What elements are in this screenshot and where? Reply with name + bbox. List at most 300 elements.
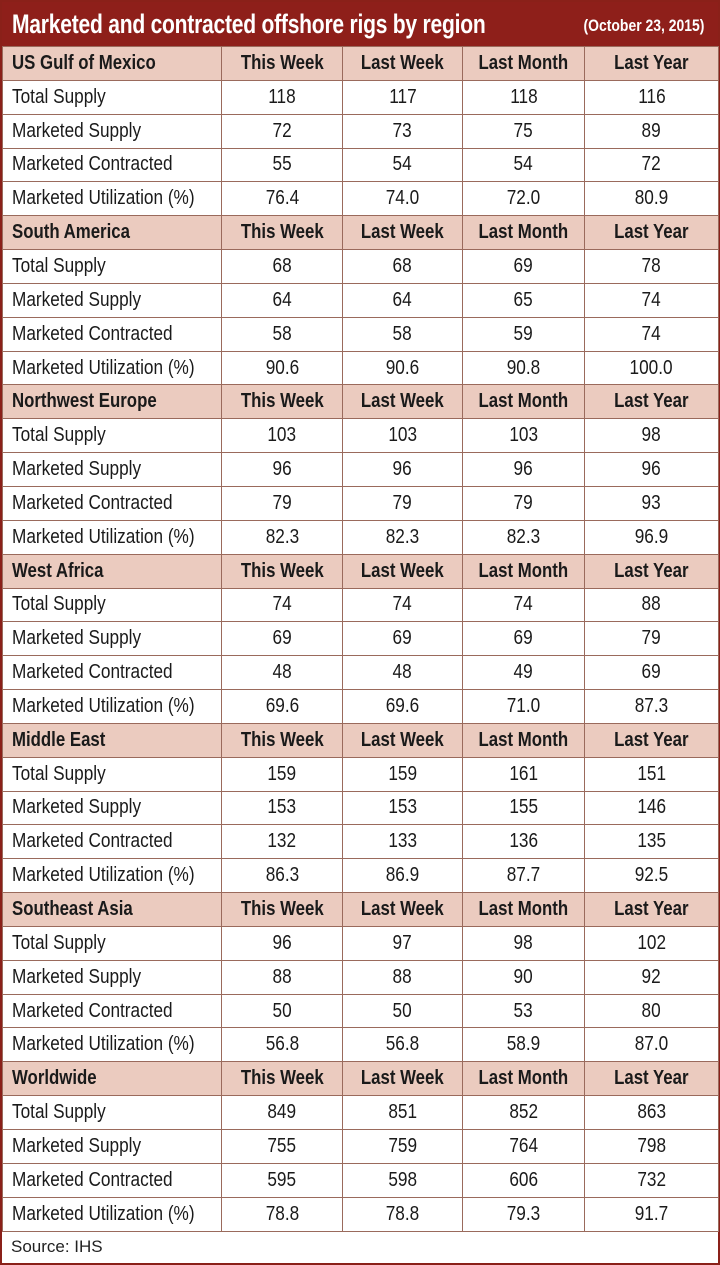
row-label — [3, 757, 222, 791]
value-cell — [343, 1028, 463, 1062]
value-cell — [343, 283, 463, 317]
table-row — [3, 182, 719, 216]
value-cell-text: 87.7 — [506, 864, 541, 887]
value-cell-text: 96 — [272, 931, 292, 954]
value-cell — [343, 926, 463, 960]
value-cell-text: 76.4 — [265, 187, 299, 210]
value-cell-text: 96.9 — [634, 525, 669, 548]
value-cell-text: 159 — [388, 762, 417, 785]
region-name-text: US Gulf of Mexico — [12, 51, 156, 74]
table-row — [3, 80, 719, 114]
value-cell-text: 88 — [392, 965, 413, 988]
column-header — [343, 1062, 463, 1096]
column-header — [463, 216, 585, 250]
value-cell — [343, 1096, 463, 1130]
value-cell-text: 54 — [392, 153, 413, 176]
row-label — [3, 994, 222, 1028]
value-cell-text: 88 — [272, 965, 292, 988]
value-cell-text: 97 — [392, 931, 413, 954]
row-label — [3, 1096, 222, 1130]
value-cell-text: 69 — [513, 254, 534, 277]
row-label-text: Marketed Supply — [12, 288, 142, 311]
value-cell — [585, 486, 719, 520]
value-cell-text: 59 — [513, 322, 534, 345]
value-cell — [343, 114, 463, 148]
table-title: Marketed and contracted offshore rigs by region — [12, 8, 486, 39]
value-cell-text: 598 — [388, 1168, 417, 1191]
value-cell-text: 90.6 — [265, 356, 299, 379]
table-date: (October 23, 2015) — [583, 16, 704, 35]
column-header — [343, 47, 463, 81]
column-header-text: Last Week — [361, 1067, 444, 1090]
value-cell — [222, 690, 343, 724]
value-cell — [463, 1163, 585, 1197]
value-cell — [463, 453, 585, 487]
row-label — [3, 80, 222, 114]
value-cell-text: 133 — [388, 830, 417, 853]
value-cell — [463, 114, 585, 148]
value-cell-text: 87.0 — [634, 1033, 669, 1056]
column-header-text: Last Month — [478, 390, 569, 413]
rig-data-table — [2, 46, 719, 1232]
value-cell — [343, 1163, 463, 1197]
value-cell-text: 64 — [392, 288, 413, 311]
column-header-text: Last Month — [478, 728, 569, 751]
value-cell-text: 151 — [637, 762, 666, 785]
column-header-text: This Week — [240, 1067, 324, 1090]
value-cell — [585, 182, 719, 216]
row-label-text: Marketed Supply — [12, 1134, 142, 1157]
table-row — [3, 622, 719, 656]
value-cell-text: 80.9 — [634, 187, 669, 210]
value-cell-text: 78.8 — [265, 1202, 299, 1225]
value-cell — [222, 926, 343, 960]
table-row — [3, 1197, 719, 1231]
row-label-text: Marketed Contracted — [12, 491, 173, 514]
column-header-text: Last Year — [614, 898, 689, 921]
value-cell — [585, 1130, 719, 1164]
table-body — [3, 47, 719, 1232]
row-label — [3, 520, 222, 554]
value-cell — [343, 182, 463, 216]
column-header — [343, 385, 463, 419]
value-cell-text: 48 — [392, 661, 413, 684]
value-cell — [343, 757, 463, 791]
value-cell-text: 53 — [513, 999, 534, 1022]
value-cell-text: 103 — [509, 424, 538, 447]
value-cell — [222, 588, 343, 622]
value-cell — [463, 351, 585, 385]
row-label — [3, 419, 222, 453]
value-cell-text: 69 — [641, 661, 662, 684]
value-cell — [585, 656, 719, 690]
value-cell-text: 118 — [509, 85, 538, 108]
table-row — [3, 1028, 719, 1062]
value-cell — [463, 1197, 585, 1231]
region-name — [3, 893, 222, 927]
value-cell — [222, 1163, 343, 1197]
column-header-text: This Week — [240, 728, 324, 751]
column-header — [463, 47, 585, 81]
region-name — [3, 723, 222, 757]
region-header-row — [3, 47, 719, 81]
value-cell-text: 135 — [637, 830, 666, 853]
row-label — [3, 283, 222, 317]
column-header — [222, 47, 343, 81]
row-label — [3, 690, 222, 724]
value-cell-text: 606 — [509, 1168, 538, 1191]
value-cell — [585, 757, 719, 791]
value-cell-text: 72.0 — [506, 187, 541, 210]
value-cell — [463, 622, 585, 656]
value-cell-text: 68 — [392, 254, 413, 277]
column-header-text: This Week — [240, 898, 324, 921]
value-cell-text: 103 — [267, 424, 297, 447]
row-label — [3, 486, 222, 520]
table-row — [3, 486, 719, 520]
value-cell — [463, 859, 585, 893]
column-header — [585, 385, 719, 419]
value-cell-text: 90 — [513, 965, 534, 988]
value-cell-text: 102 — [637, 931, 666, 954]
value-cell — [463, 656, 585, 690]
column-header-text: Last Year — [614, 390, 689, 413]
value-cell — [222, 419, 343, 453]
column-header-text: Last Week — [361, 898, 444, 921]
value-cell-text: 82.3 — [385, 525, 420, 548]
column-header-text: Last Month — [478, 1067, 569, 1090]
column-header — [222, 723, 343, 757]
column-header — [222, 385, 343, 419]
value-cell — [222, 1130, 343, 1164]
value-cell — [222, 486, 343, 520]
value-cell — [585, 520, 719, 554]
value-cell — [343, 1130, 463, 1164]
value-cell — [463, 1028, 585, 1062]
value-cell-text: 79 — [272, 491, 292, 514]
row-label-text: Marketed Utilization (%) — [12, 1033, 195, 1056]
value-cell-text: 96 — [513, 458, 534, 481]
table-row — [3, 1163, 719, 1197]
value-cell-text: 117 — [388, 85, 417, 108]
table-row — [3, 588, 719, 622]
value-cell-text: 55 — [272, 153, 292, 176]
row-label-text: Marketed Contracted — [12, 661, 173, 684]
value-cell-text: 74 — [272, 593, 292, 616]
value-cell — [585, 960, 719, 994]
value-cell — [222, 520, 343, 554]
column-header — [585, 893, 719, 927]
value-cell — [222, 283, 343, 317]
row-label-text: Total Supply — [12, 254, 106, 277]
value-cell-text: 98 — [641, 424, 662, 447]
value-cell — [343, 825, 463, 859]
value-cell-text: 116 — [637, 85, 666, 108]
region-name — [3, 47, 222, 81]
value-cell — [585, 926, 719, 960]
value-cell-text: 92 — [641, 965, 662, 988]
value-cell-text: 50 — [392, 999, 413, 1022]
table-row — [3, 690, 719, 724]
value-cell-text: 798 — [637, 1134, 666, 1157]
region-header-row — [3, 385, 719, 419]
column-header — [222, 216, 343, 250]
value-cell-text: 153 — [388, 796, 417, 819]
row-label-text: Marketed Supply — [12, 458, 142, 481]
column-header-text: Last Month — [478, 559, 569, 582]
column-header — [343, 216, 463, 250]
table-row — [3, 960, 719, 994]
value-cell — [222, 182, 343, 216]
column-header — [463, 1062, 585, 1096]
value-cell — [585, 1096, 719, 1130]
row-label-text: Marketed Supply — [12, 796, 142, 819]
value-cell-text: 69 — [272, 627, 292, 650]
value-cell — [463, 791, 585, 825]
value-cell — [463, 757, 585, 791]
value-cell-text: 86.3 — [265, 864, 299, 887]
column-header-text: This Week — [240, 390, 324, 413]
value-cell — [343, 148, 463, 182]
value-cell — [343, 994, 463, 1028]
value-cell — [343, 960, 463, 994]
column-header — [222, 893, 343, 927]
row-label — [3, 622, 222, 656]
row-label-text: Marketed Contracted — [12, 830, 173, 853]
value-cell-text: 79 — [641, 627, 662, 650]
column-header — [585, 554, 719, 588]
row-label-text: Marketed Utilization (%) — [12, 525, 195, 548]
value-cell — [222, 622, 343, 656]
row-label-text: Total Supply — [12, 85, 106, 108]
value-cell — [222, 960, 343, 994]
column-header — [222, 554, 343, 588]
value-cell-text: 78 — [641, 254, 662, 277]
value-cell — [343, 419, 463, 453]
value-cell-text: 58 — [392, 322, 413, 345]
row-label-text: Marketed Utilization (%) — [12, 356, 195, 379]
value-cell — [585, 825, 719, 859]
table-row — [3, 148, 719, 182]
row-label — [3, 960, 222, 994]
row-label-text: Total Supply — [12, 762, 106, 785]
row-label-text: Total Supply — [12, 1101, 106, 1124]
column-header-text: Last Year — [614, 221, 689, 244]
row-label — [3, 1163, 222, 1197]
value-cell-text: 48 — [272, 661, 292, 684]
region-name-text: Southeast Asia — [12, 898, 133, 921]
value-cell-text: 851 — [388, 1101, 417, 1124]
table-row — [3, 351, 719, 385]
column-header-text: Last Month — [478, 51, 569, 74]
value-cell-text: 56.8 — [265, 1033, 299, 1056]
value-cell — [463, 182, 585, 216]
value-cell-text: 96 — [392, 458, 413, 481]
value-cell — [222, 351, 343, 385]
value-cell-text: 72 — [272, 119, 292, 142]
value-cell — [463, 317, 585, 351]
value-cell-text: 93 — [641, 491, 662, 514]
row-label — [3, 825, 222, 859]
value-cell — [463, 419, 585, 453]
value-cell — [463, 588, 585, 622]
value-cell — [463, 1130, 585, 1164]
value-cell — [222, 148, 343, 182]
row-label-text: Total Supply — [12, 424, 106, 447]
column-header-text: Last Week — [361, 221, 444, 244]
row-label-text: Total Supply — [12, 593, 106, 616]
value-cell-text: 595 — [267, 1168, 297, 1191]
column-header — [463, 554, 585, 588]
column-header — [343, 554, 463, 588]
value-cell — [585, 690, 719, 724]
table-row — [3, 317, 719, 351]
table-row — [3, 926, 719, 960]
table-row — [3, 656, 719, 690]
table-row — [3, 114, 719, 148]
value-cell-text: 732 — [637, 1168, 666, 1191]
value-cell-text: 74 — [513, 593, 534, 616]
table-row — [3, 250, 719, 284]
value-cell — [343, 520, 463, 554]
column-header-text: Last Week — [361, 728, 444, 751]
value-cell-text: 56.8 — [385, 1033, 420, 1056]
column-header — [585, 47, 719, 81]
value-cell-text: 50 — [272, 999, 292, 1022]
value-cell — [343, 80, 463, 114]
column-header — [463, 723, 585, 757]
value-cell — [343, 1197, 463, 1231]
value-cell-text: 79 — [392, 491, 413, 514]
row-label-text: Marketed Utilization (%) — [12, 694, 195, 717]
value-cell-text: 82.3 — [506, 525, 541, 548]
value-cell — [463, 283, 585, 317]
table-row — [3, 283, 719, 317]
value-cell-text: 69.6 — [385, 694, 420, 717]
row-label-text: Marketed Contracted — [12, 322, 173, 345]
value-cell-text: 78.8 — [385, 1202, 420, 1225]
value-cell — [585, 283, 719, 317]
value-cell — [343, 791, 463, 825]
value-cell — [585, 148, 719, 182]
value-cell-text: 87.3 — [634, 694, 669, 717]
region-header-row — [3, 554, 719, 588]
row-label — [3, 926, 222, 960]
table-row — [3, 825, 719, 859]
value-cell-text: 68 — [272, 254, 292, 277]
value-cell — [463, 1096, 585, 1130]
region-header-row — [3, 723, 719, 757]
value-cell-text: 72 — [641, 153, 662, 176]
table-row — [3, 1130, 719, 1164]
row-label — [3, 588, 222, 622]
value-cell-text: 69.6 — [265, 694, 299, 717]
row-label-text: Marketed Contracted — [12, 153, 173, 176]
region-name — [3, 1062, 222, 1096]
table-row — [3, 994, 719, 1028]
column-header — [585, 216, 719, 250]
row-label — [3, 351, 222, 385]
row-label — [3, 114, 222, 148]
row-label — [3, 859, 222, 893]
value-cell-text: 153 — [267, 796, 297, 819]
value-cell — [222, 250, 343, 284]
table-row — [3, 520, 719, 554]
value-cell-text: 849 — [267, 1101, 297, 1124]
value-cell-text: 136 — [509, 830, 538, 853]
value-cell — [222, 757, 343, 791]
value-cell-text: 73 — [392, 119, 413, 142]
value-cell-text: 49 — [513, 661, 534, 684]
region-name — [3, 216, 222, 250]
value-cell-text: 88 — [641, 593, 662, 616]
value-cell-text: 759 — [388, 1134, 417, 1157]
value-cell-text: 79.3 — [506, 1202, 541, 1225]
value-cell — [343, 656, 463, 690]
value-cell-text: 863 — [637, 1101, 666, 1124]
column-header — [463, 385, 585, 419]
value-cell-text: 155 — [509, 796, 538, 819]
value-cell-text: 54 — [513, 153, 534, 176]
table-row — [3, 1096, 719, 1130]
value-cell — [222, 453, 343, 487]
value-cell — [463, 690, 585, 724]
value-cell — [343, 453, 463, 487]
table-row — [3, 453, 719, 487]
value-cell-text: 71.0 — [506, 694, 541, 717]
value-cell-text: 74.0 — [385, 187, 420, 210]
column-header-text: Last Year — [614, 51, 689, 74]
value-cell — [222, 317, 343, 351]
value-cell — [463, 960, 585, 994]
value-cell — [463, 80, 585, 114]
value-cell — [463, 486, 585, 520]
column-header-text: Last Year — [614, 1067, 689, 1090]
value-cell-text: 74 — [641, 322, 662, 345]
column-header-text: This Week — [240, 559, 324, 582]
value-cell-text: 86.9 — [385, 864, 420, 887]
value-cell — [463, 994, 585, 1028]
value-cell — [343, 622, 463, 656]
value-cell-text: 69 — [392, 627, 413, 650]
column-header — [585, 1062, 719, 1096]
value-cell — [585, 994, 719, 1028]
value-cell — [343, 859, 463, 893]
column-header-text: This Week — [240, 221, 324, 244]
row-label-text: Marketed Contracted — [12, 999, 173, 1022]
value-cell-text: 159 — [267, 762, 297, 785]
value-cell-text: 74 — [641, 288, 662, 311]
value-cell-text: 103 — [388, 424, 417, 447]
value-cell — [463, 520, 585, 554]
value-cell-text: 64 — [272, 288, 292, 311]
value-cell-text: 146 — [637, 796, 666, 819]
value-cell — [222, 825, 343, 859]
title-bar — [2, 2, 718, 46]
row-label-text: Total Supply — [12, 931, 106, 954]
row-label — [3, 148, 222, 182]
value-cell — [222, 114, 343, 148]
value-cell-text: 764 — [509, 1134, 538, 1157]
value-cell-text: 90.6 — [385, 356, 420, 379]
region-name-text: Middle East — [12, 728, 106, 751]
value-cell-text: 90.8 — [506, 356, 541, 379]
row-label-text: Marketed Contracted — [12, 1168, 173, 1191]
row-label — [3, 791, 222, 825]
value-cell-text: 82.3 — [265, 525, 299, 548]
value-cell — [222, 656, 343, 690]
row-label-text: Marketed Supply — [12, 119, 142, 142]
